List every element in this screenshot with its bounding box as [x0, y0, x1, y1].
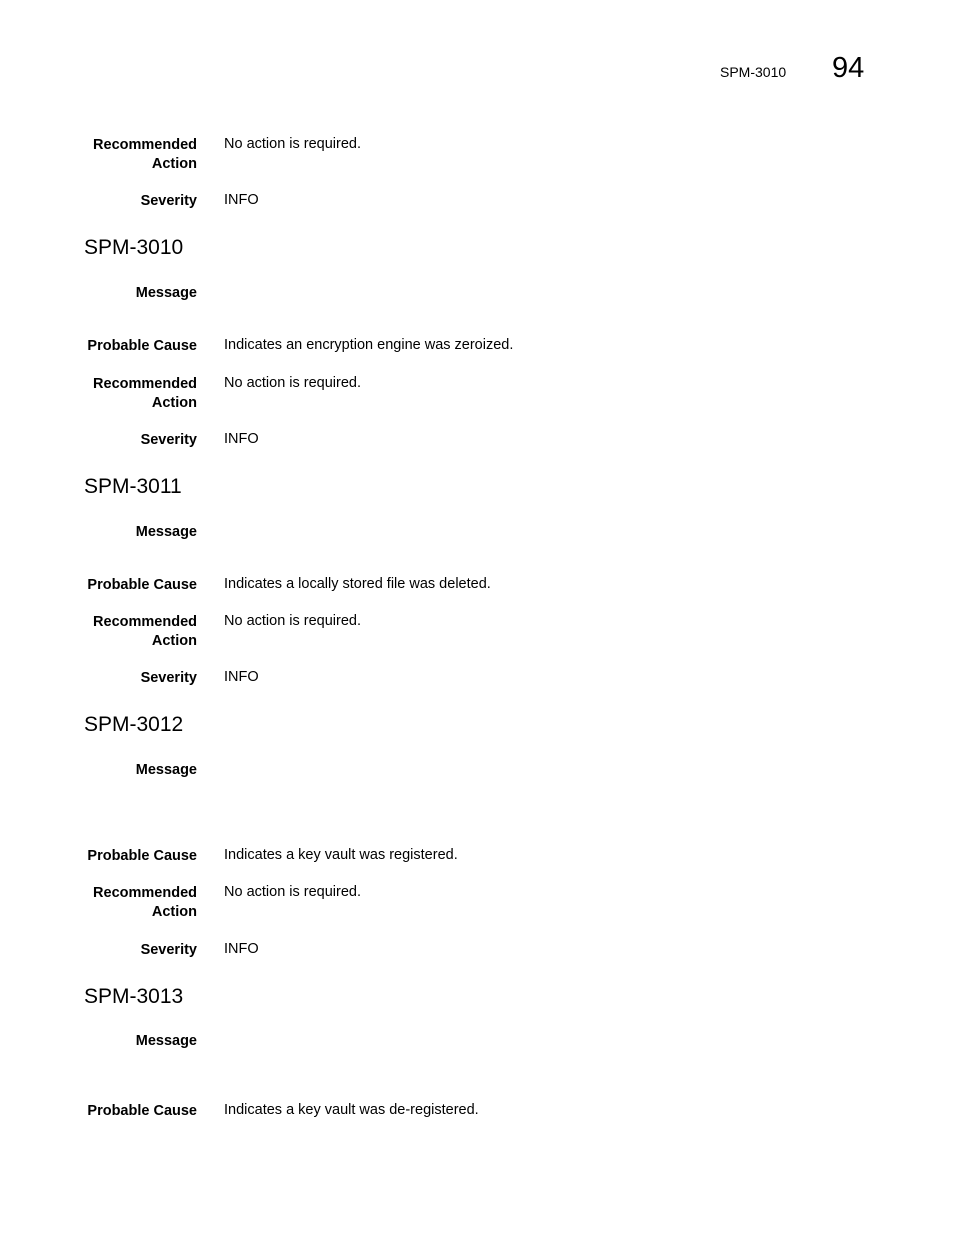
recommended-action-label: Recommended Action: [93, 614, 197, 649]
header-section-id: SPM-3010: [720, 64, 787, 80]
severity-label: Severity: [140, 193, 197, 209]
entry-title: SPM-3012: [84, 713, 184, 736]
severity-label: Severity: [140, 670, 197, 686]
recommended-action-value: No action is required.: [224, 375, 362, 391]
severity-value: INFO: [224, 192, 259, 208]
message-label: Message: [135, 1033, 197, 1049]
probable-cause-value: Indicates a key vault was de-registered.: [224, 1102, 479, 1118]
entry-title: SPM-3013: [84, 985, 184, 1008]
message-label: Message: [135, 285, 197, 301]
severity-value: INFO: [224, 941, 259, 957]
message-label: Message: [135, 762, 197, 778]
recommended-action-label: Recommended Action: [93, 885, 197, 920]
message-label: Message: [135, 524, 197, 540]
recommended-action-value: No action is required.: [224, 136, 362, 152]
recommended-action-label: Recommended Action: [93, 137, 197, 172]
probable-cause-value: Indicates a locally stored file was deleted.: [224, 576, 491, 592]
recommended-action-label: Recommended Action: [93, 376, 197, 411]
recommended-action-value: No action is required.: [224, 613, 362, 629]
recommended-action-value: No action is required.: [224, 884, 362, 900]
probable-cause-label: Probable Cause: [87, 1103, 197, 1119]
entry-title: SPM-3011: [84, 475, 182, 498]
probable-cause-value: Indicates a key vault was registered.: [224, 847, 458, 863]
probable-cause-value: Indicates an encryption engine was zeroized.: [224, 337, 514, 353]
probable-cause-label: Probable Cause: [87, 848, 197, 864]
entry-title: SPM-3010: [84, 236, 184, 259]
severity-value: INFO: [224, 669, 259, 685]
probable-cause-label: Probable Cause: [87, 338, 197, 354]
severity-value: INFO: [224, 431, 259, 447]
severity-label: Severity: [140, 942, 197, 958]
probable-cause-label: Probable Cause: [87, 577, 197, 593]
header-chapter-number: 94: [832, 52, 865, 84]
severity-label: Severity: [140, 432, 197, 448]
